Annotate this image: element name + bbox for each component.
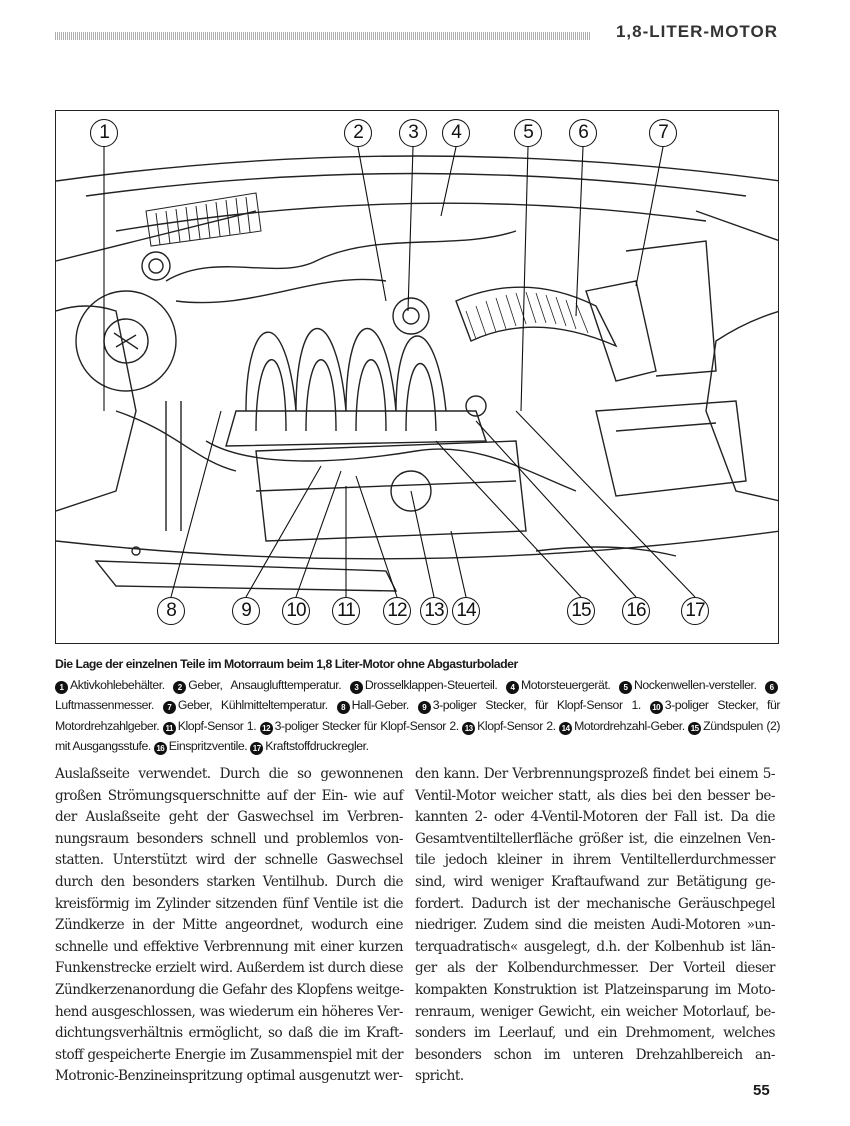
caption-item-text: Einspritzventile. xyxy=(168,739,248,753)
text-line: sonders im Leerlauf, und ein Drehmoment, welches xyxy=(415,1025,775,1042)
number-badge: 13 xyxy=(462,722,475,735)
text-line: Motronic-Benzineinspritzung optimal ausgenutzt wer- xyxy=(55,1068,403,1085)
caption-item xyxy=(418,698,641,712)
caption-item xyxy=(55,678,165,692)
callout-7: 7 xyxy=(649,119,677,147)
callout-15: 15 xyxy=(567,597,595,625)
caption-item-text: Klopf-Sensor 1. xyxy=(177,718,257,733)
callout-9: 9 xyxy=(232,597,260,625)
text-line: ger als der Kolbendurchmesser. Der Vorteil dieser xyxy=(415,960,775,977)
number-badge: 4 xyxy=(506,681,519,694)
text-line: stoff gespeicherte Energie im Zusammenspiel mit der xyxy=(55,1046,403,1063)
number-badge: 17 xyxy=(250,742,263,755)
caption-title: Die Lage der einzelnen Teile im Motorraum beim 1,8 Liter-Motor ohne Abgasturbolader xyxy=(55,657,518,671)
caption-item xyxy=(619,678,756,692)
number-badge: 8 xyxy=(337,701,350,714)
caption-item-text: Luftmassenmesser. xyxy=(55,698,154,712)
text-line: nungsraum besonders schnell und problemlos von- xyxy=(55,830,403,847)
number-badge: 15 xyxy=(688,722,701,735)
header-rule xyxy=(55,32,590,40)
caption-item xyxy=(506,678,610,692)
text-line: sind, wird weniger Kraftaufwand zur Betätigung ge- xyxy=(415,873,775,890)
callout-13: 13 xyxy=(420,597,448,625)
number-badge: 9 xyxy=(418,701,431,714)
callout-10: 10 xyxy=(282,597,310,625)
page-number: 55 xyxy=(753,1082,770,1099)
number-badge: 3 xyxy=(350,681,363,694)
caption-item-text: Drosselklappen-Steuerteil. xyxy=(364,677,498,692)
callout-2: 2 xyxy=(344,119,372,147)
callout-1: 1 xyxy=(90,119,118,147)
number-badge: 16 xyxy=(154,742,167,755)
text-line: Zündkerzenanordung die Gefahr des Klopfens weitge- xyxy=(55,981,404,998)
text-line: renraum, weniger Gewicht, ein weicher Motorlauf, be- xyxy=(415,1003,775,1020)
text-line: Auslaßseite verwendet. Durch die so gewonnenen xyxy=(55,766,403,782)
text-line: dichtungsverhältnis ermöglicht, so daß die im Kraft- xyxy=(55,1025,403,1042)
callout-11: 11 xyxy=(332,597,360,625)
figure-caption xyxy=(55,654,780,757)
number-badge: 2 xyxy=(173,681,186,694)
callout-12: 12 xyxy=(383,597,411,625)
caption-item xyxy=(559,719,685,733)
body-column-left xyxy=(55,764,403,1088)
caption-legend xyxy=(55,678,780,754)
callout-8: 8 xyxy=(157,597,185,625)
text-line: kompakten Konstruktion ist Platzeinsparung im Moto- xyxy=(415,981,775,998)
text-line: besonders schon im unteren Drehzahlbereich an- xyxy=(415,1046,775,1063)
caption-item xyxy=(337,698,409,712)
text-line: durch den besonders starken Ventilhub. Durch die xyxy=(55,873,403,890)
number-badge: 11 xyxy=(163,722,176,735)
caption-item-text: Kraftstoffdruckregler. xyxy=(265,739,369,753)
text-line: terquadratisch« ausgelegt, d.h. der Kolbenhub ist län- xyxy=(415,938,775,955)
text-line: statten. Unterstützt wird der schnelle Gaswechsel xyxy=(55,852,403,869)
caption-item xyxy=(350,678,498,692)
number-badge: 6 xyxy=(765,681,778,694)
text-line: Zündkerze in der Mitte angeordnet, wodurch eine xyxy=(55,917,403,934)
number-badge: 7 xyxy=(163,701,176,714)
text-line: Funkenstrecke erzielt wird. Außerdem ist durch diese xyxy=(55,960,403,977)
callout-17: 17 xyxy=(681,597,709,625)
callout-3: 3 xyxy=(399,119,427,147)
caption-item-text: Geber, Kühlmitteltemperatur. xyxy=(177,698,328,712)
callout-5: 5 xyxy=(514,119,542,147)
number-badge: 1 xyxy=(55,681,68,694)
text-line: fordert. Dadurch ist der mechanische Geräuschpegel xyxy=(415,895,775,912)
text-line: tile jedoch kleiner in ihrem Ventiltellerdurchmesser xyxy=(415,852,775,869)
number-badge: 10 xyxy=(650,701,663,714)
text-line: Gesamtventiltellerfläche größer ist, die einzelnen Ven- xyxy=(415,830,775,847)
text-line: hend ausgeschlossen, was wiederum ein höheres Ver- xyxy=(55,1003,403,1020)
caption-item-text: Geber, Ansauglufttemperatur. xyxy=(188,677,342,692)
text-line: kreisförmig im Zylinder sitzenden fünf Ventile ist die xyxy=(55,895,403,912)
caption-item xyxy=(173,678,341,692)
number-badge: 14 xyxy=(559,722,572,735)
running-header: 1,8-LITER-MOTOR xyxy=(615,22,778,41)
caption-item xyxy=(163,698,328,712)
engine-bay-illustration xyxy=(55,110,779,644)
caption-item-text: Nockenwellen-versteller. xyxy=(633,677,757,692)
caption-item-text: Motorsteuergerät. xyxy=(520,677,611,692)
text-line: niedriger. Zudem sind die meisten Audi-Motoren »un- xyxy=(415,917,775,934)
caption-item xyxy=(154,739,247,753)
number-badge: 12 xyxy=(260,722,273,735)
text-line: der Auslaßseite geht der Gaswechsel im Verbren- xyxy=(55,809,403,826)
text-line: spricht. xyxy=(415,1068,464,1085)
caption-item-text: Hall-Geber. xyxy=(351,698,409,712)
callout-14: 14 xyxy=(452,597,480,625)
text-line: Ventil-Motor weicher statt, als dies bei den besser be- xyxy=(415,787,775,804)
caption-item-text: Aktivkohlebehälter. xyxy=(70,677,165,692)
caption-item xyxy=(260,719,459,733)
text-line: großen Strömungsquerschnitte auf der Ein- wie auf xyxy=(55,787,403,804)
text-line: kannten 2- oder 4-Ventil-Motoren der Fall ist. Da die xyxy=(415,809,775,826)
engine-drawing xyxy=(56,111,779,644)
caption-item-text: Zündspulen (2) mit Ausgangsstufe. xyxy=(55,718,781,753)
callout-6: 6 xyxy=(569,119,597,147)
number-badge: 5 xyxy=(619,681,632,694)
body-column-right xyxy=(415,764,775,1088)
callout-4: 4 xyxy=(442,119,470,147)
caption-item xyxy=(250,739,368,753)
text-line: den kann. Der Verbrennungsprozeß findet bei einem 5- xyxy=(415,766,775,782)
caption-item-text: 3-poliger Stecker, für Klopf-Sensor 1. xyxy=(432,698,641,712)
caption-item-text: 3-poliger Stecker, für Motordrehzahlgeber. xyxy=(55,698,781,733)
caption-item-text: 3-poliger Stecker für Klopf-Sensor 2. xyxy=(274,718,459,733)
callout-16: 16 xyxy=(622,597,650,625)
caption-item xyxy=(163,719,256,733)
caption-item xyxy=(462,719,555,733)
caption-item-text: Motordrehzahl-Geber. xyxy=(574,718,685,733)
caption-item-text: Klopf-Sensor 2. xyxy=(477,718,556,733)
text-line: schnelle und effektive Verbrennung mit einer kurzen xyxy=(55,938,403,955)
